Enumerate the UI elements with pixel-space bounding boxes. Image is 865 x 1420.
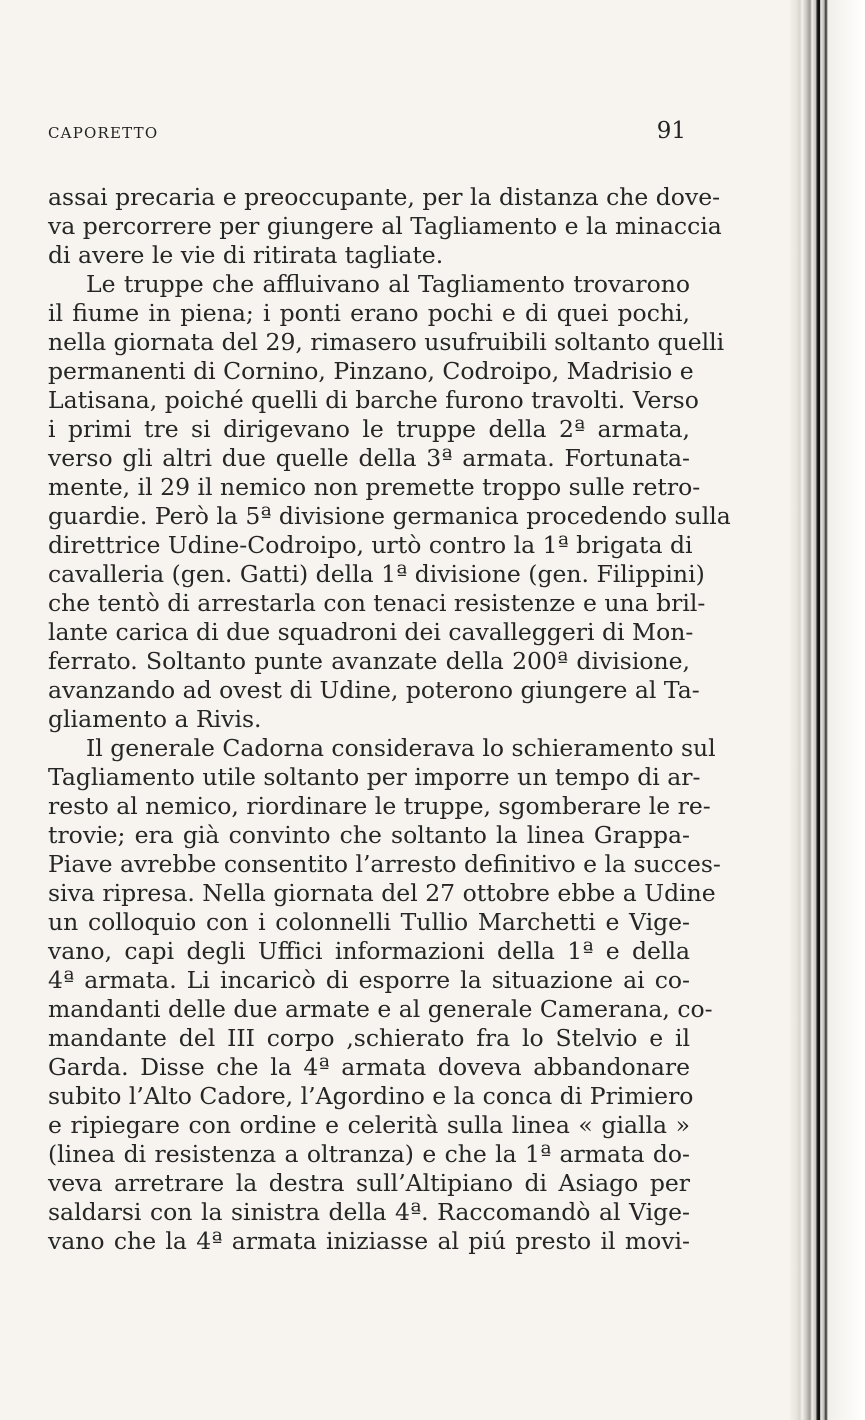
text-line: il fiume in piena; i ponti erano pochi e di quei pochi,	[48, 299, 690, 327]
text-line: mandanti delle due armate e al generale Camerana, co-	[48, 995, 713, 1023]
text-line: mente, il 29 il nemico non premette troppo sulle retro-	[48, 473, 701, 501]
text-line: Il generale Cadorna considerava lo schieramento sul	[86, 734, 716, 762]
text-line: i primi tre si dirigevano le truppe della 2ª armata,	[48, 415, 690, 443]
text-line: assai precaria e preoccupante, per la distanza che dove-	[48, 183, 721, 211]
text-line: e ripiegare con ordine e celerità sulla linea « gialla »	[48, 1111, 690, 1139]
text-line: resto al nemico, riordinare le truppe, sgomberare le re-	[48, 792, 711, 820]
page-number: 91	[656, 118, 686, 144]
text-line: veva arretrare la destra sull’Altipiano di Asiago per	[48, 1169, 690, 1197]
text-line: vano che la 4ª armata iniziasse al piú presto il movi-	[48, 1227, 690, 1255]
text-line: trovie; era già convinto che soltanto la linea Grappa-	[48, 821, 690, 849]
running-title: CAPORETTO	[48, 124, 159, 142]
text-line: che tentò di arrestarla con tenaci resistenze e una bril-	[48, 589, 706, 617]
text-line: direttrice Udine-Codroipo, urtò contro la 1ª brigata di	[48, 531, 693, 559]
text-line: cavalleria (gen. Gatti) della 1ª divisione (gen. Filippini)	[48, 560, 705, 588]
text-line: Latisana, poiché quelli di barche furono travolti. Verso	[48, 386, 699, 414]
text-line: un colloquio con i colonnelli Tullio Marchetti e Vige-	[48, 908, 690, 936]
book-spine-edge	[790, 0, 865, 1420]
text-line: vano, capi degli Uffici informazioni della 1ª e della	[48, 937, 690, 965]
text-line: guardie. Però la 5ª divisione germanica procedendo sulla	[48, 502, 731, 530]
text-line: verso gli altri due quelle della 3ª armata. Fortunata-	[48, 444, 690, 472]
text-line: 4ª armata. Li incaricò di esporre la situazione ai co-	[48, 966, 690, 994]
body-text	[48, 183, 731, 1256]
text-line: (linea di resistenza a oltranza) e che la 1ª armata do-	[48, 1140, 690, 1168]
text-line: Garda. Disse che la 4ª armata doveva abbandonare	[48, 1053, 690, 1081]
paragraph-2	[48, 270, 731, 734]
text-line: subito l’Alto Cadore, l’Agordino e la conca di Primiero	[48, 1082, 694, 1110]
text-line: avanzando ad ovest di Udine, poterono giungere al Ta-	[48, 676, 700, 704]
paragraph-1	[48, 183, 722, 270]
text-line: Tagliamento utile soltanto per imporre un tempo di ar-	[48, 763, 701, 791]
text-line: saldarsi con la sinistra della 4ª. Raccomandò al Vige-	[48, 1198, 690, 1226]
text-line: va percorrere per giungere al Tagliamento e la minaccia	[48, 212, 722, 240]
paragraph-3	[48, 734, 721, 1256]
text-line: Le truppe che affluivano al Tagliamento trovarono	[86, 270, 690, 298]
text-line: di avere le vie di ritirata tagliate.	[48, 241, 444, 269]
text-line: Piave avrebbe consentito l’arresto definitivo e la succes-	[48, 850, 721, 878]
text-line: siva ripresa. Nella giornata del 27 ottobre ebbe a Udine	[48, 879, 716, 907]
text-line: lante carica di due squadroni dei cavalleggeri di Mon-	[48, 618, 694, 646]
text-line: gliamento a Rivis.	[48, 705, 262, 733]
running-head	[48, 118, 686, 148]
text-line: nella giornata del 29, rimasero usufruibili soltanto quelli	[48, 328, 725, 356]
text-line: mandante del III corpo ,schierato fra lo Stelvio e il	[48, 1024, 690, 1052]
text-line: ferrato. Soltanto punte avanzate della 200ª divisione,	[48, 647, 690, 675]
text-line: permanenti di Cornino, Pinzano, Codroipo, Madrisio e	[48, 357, 694, 385]
